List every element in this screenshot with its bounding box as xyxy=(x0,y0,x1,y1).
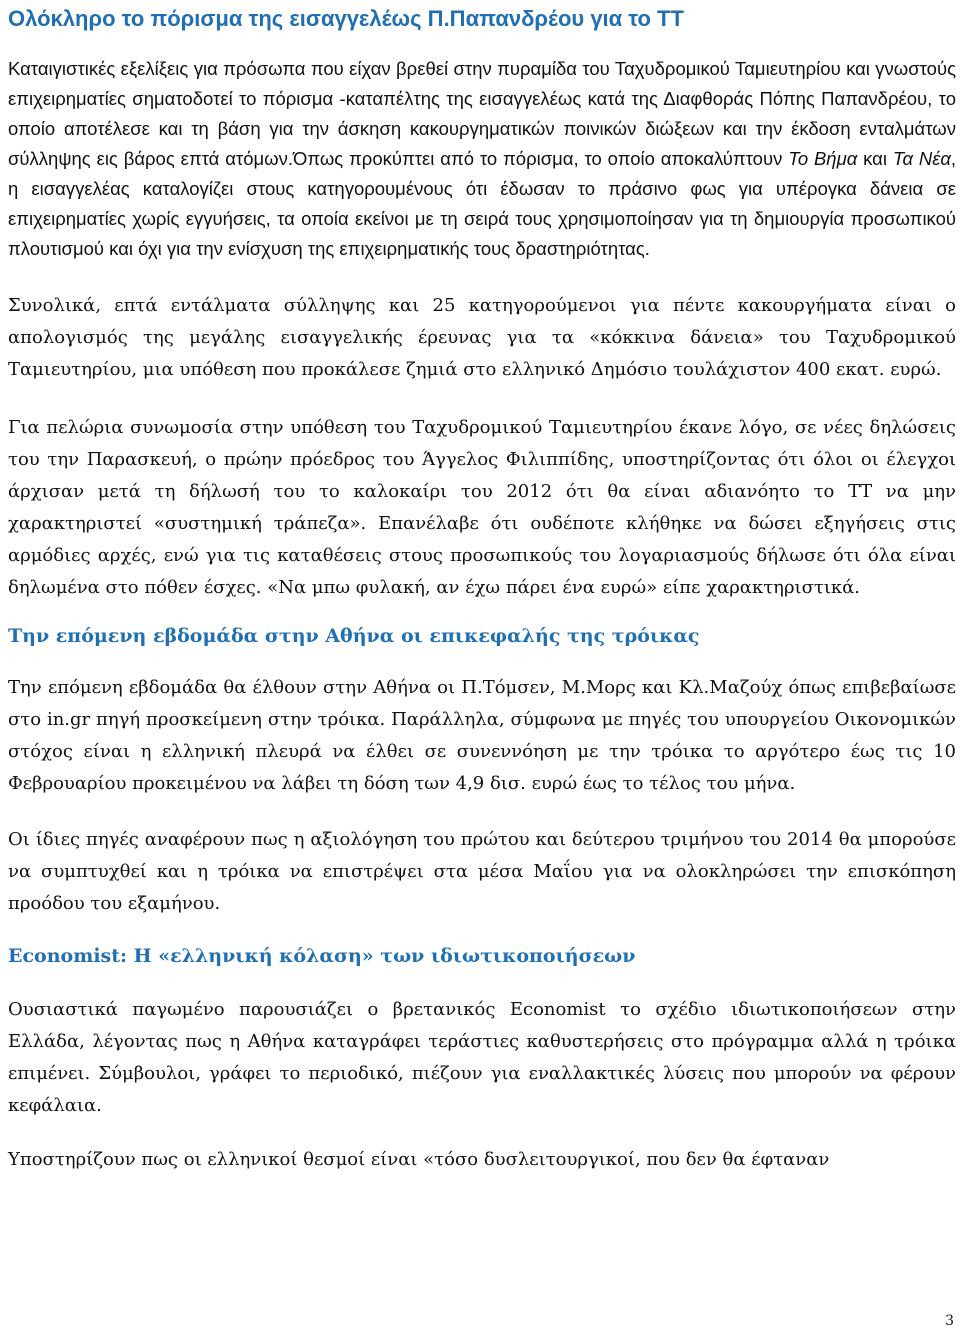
intro-paragraph xyxy=(8,54,956,264)
intro-text-4: , η εισαγγελέας καταλογίζει στους κατηγορουμένους ότι έδωσαν το πράσινο φως για υπέρογκα δάνεια σε επιχειρηματίες χωρίς εγγυήσεις, τα οποία εκείνοι με τη σειρά τους χρησιμοποίησαν για τη δημιουργία προσωπικού πλουτισμού και όχι για την ενίσχυση της επιχειρηματικής τους δραστηριότητας. xyxy=(8,148,957,259)
section-heading-troika: Την επόμενη εβδομάδα στην Αθήνα οι επικεφαλής της τρόικας xyxy=(8,625,700,647)
document-page xyxy=(8,0,956,1176)
intro-emphasis-1: Το Βήμα xyxy=(788,148,858,169)
paragraph-privatizations: Ουσιαστικά παγωμένο παρουσιάζει ο βρετανικός Economist το σχέδιο ιδιωτικοποιήσεων στην Ελλάδα, λέγοντας πως η Αθήνα καταγράφει τεράστιες καθυστερήσεις στο πρόγραμμα αλλά η τρόικα επιμένει. Σύμβουλοι, γράφει το περιοδικό, πιέζουν για εναλλακτικές λύσεις που μπορούν να φέρουν κεφάλαια. xyxy=(8,999,956,1116)
paragraph-troika-visit: Την επόμενη εβδομάδα θα έλθουν στην Αθήνα οι Π.Τόμσεν, Μ.Μορς και Κλ.Μαζούχ όπως επιβεβαίωσε στο in.gr πηγή προσκείμενη στην τρόικα. Παράλληλα, σύμφωνα με πηγές του υπουργείου Οικονομικών στόχος είναι η ελληνική πλευρά να έλθει σε συνεννόηση με την τρόικα το αργότερο έως τις 10 Φεβρουαρίου προκειμένου να λάβει τη δόση των 4,9 δισ. ευρώ έως το τέλος του μήνα. xyxy=(8,677,956,794)
intro-text-2: Όπως προκύπτει από το πόρισμα, το οποίο αποκαλύπτουν xyxy=(293,148,783,169)
paragraph-arrest-warrants: Συνολικά, επτά εντάλματα σύλληψης και 25 κατηγορούμενοι για πέντε κακουργήματα είναι ο απολογισμός της μεγάλης εισαγγελικής έρευνας για τα «κόκκινα δάνεια» του Ταχυδρομικού Ταμιευτηρίου, μια υπόθεση που προκάλεσε ζημιά στο ελληνικό Δημόσιο τουλάχιστον 400 εκατ. ευρώ. xyxy=(8,295,956,380)
intro-emphasis-2: Τα Νέα xyxy=(892,148,951,169)
intro-text-1: Καταιγιστικές εξελίξεις για πρόσωπα που είχαν βρεθεί στην πυραμίδα του Ταχυδρομικού Ταμιευτηρίου και γνωστούς επιχειρηματίες σηματοδοτεί το πόρισμα -καταπέλτης της εισαγγελέως κατά της Διαφθοράς Πόπης Παπανδρέου, το οποίο αποτέλεσε και τη βάση για την άσκηση κακουργηματικών ποινικών διώξεων και την έκδοση ενταλμάτων σύλληψης εις βάρος επτά ατόμων. xyxy=(8,58,956,169)
page-title: Ολόκληρο το πόρισμα της εισαγγελέως Π.Παπανδρέου για το ΤΤ xyxy=(8,6,684,31)
page-number: 3 xyxy=(945,1313,954,1329)
paragraph-conspiracy: Για πελώρια συνωμοσία στην υπόθεση του Ταχυδρομικού Ταμιευτηρίου έκανε λόγο, σε νέες δηλώσεις του την Παρασκευή, ο πρώην πρόεδρος του Άγγελος Φιλιππίδης, υποστηρίζοντας ότι όλοι οι έλεγχοι άρχισαν μετά τη δήλωσή του το καλοκαίρι του 2012 ότι θα είναι αδιανόητο το ΤΤ να μην χαρακτηριστεί «συστημική τράπεζα». Επανέλαβε ότι ουδέποτε κλήθηκε να δώσει εξηγήσεις στις αρμόδιες αρχές, ενώ για τις καταθέσεις στους προσωπικούς του λογαριασμούς δήλωσε ότι όλα είναι δηλωμένα στο πόθεν έσχες. «Να μπω φυλακή, αν έχω πάρει ένα ευρώ» είπε χαρακτηριστικά. xyxy=(8,417,956,598)
paragraph-assessment: Οι ίδιες πηγές αναφέρουν πως η αξιολόγηση του πρώτου και δεύτερου τριμήνου του 2014 θα μπορούσε να συμπτυχθεί και η τρόικα να επιστρέψει στα μέσα Μαΐου για να ολοκληρώσει την επισκόπηση προόδου του εξαμήνου. xyxy=(8,829,956,914)
intro-text-3: και xyxy=(863,148,887,169)
paragraph-institutions: Υποστηρίζουν πως οι ελληνικοί θεσμοί είναι «τόσο δυσλειτουργικοί, που δεν θα έφταναν xyxy=(8,1149,830,1170)
section-heading-economist: Economist: Η «ελληνική κόλαση» των ιδιωτικοποιήσεων xyxy=(8,945,636,967)
